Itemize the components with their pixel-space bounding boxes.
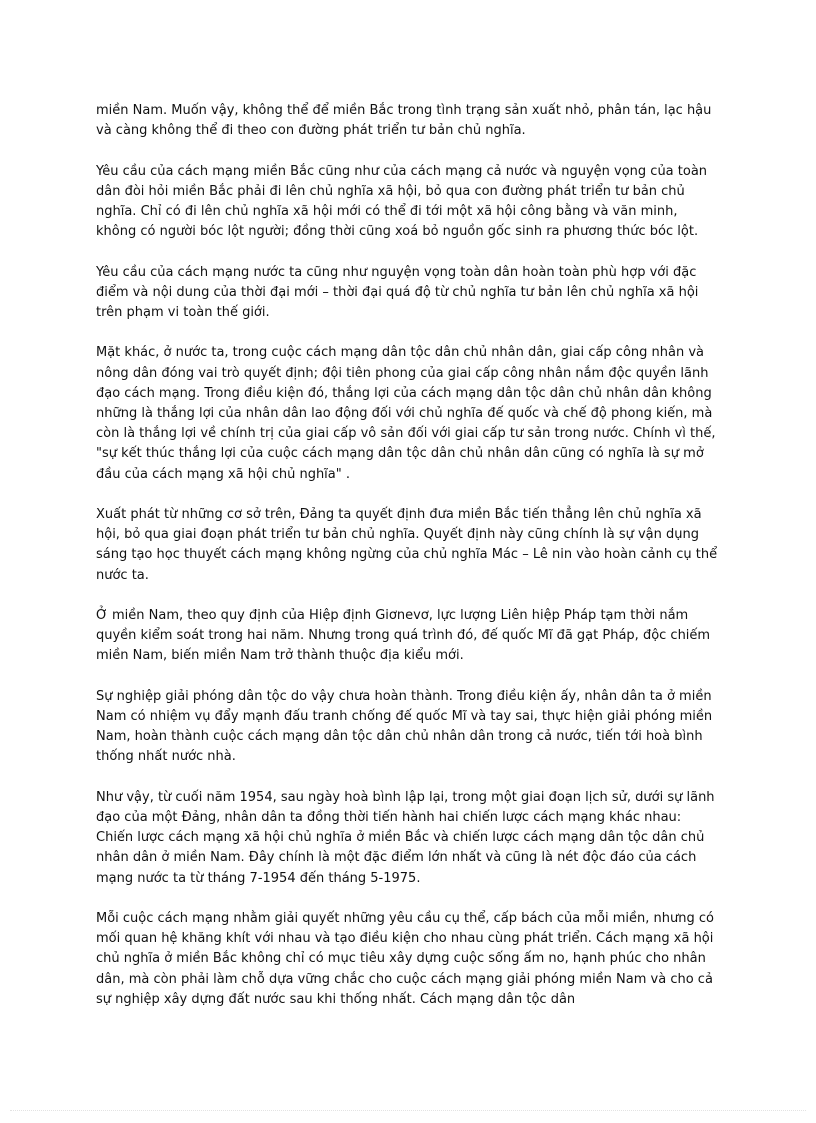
paragraph-5: Xuất phát từ những cơ sở trên, Đảng ta quyết định đưa miền Bắc tiến thẳng lên chủ nghĩa xã hội, bỏ qua giai đoạn phát triển tư bản chủ nghĩa. Quyết định này cũng chính là sự vận dụng sáng tạo học thuyết cách mạng không ngừng của chủ nghĩa Mác – Lê nin vào hoàn cảnh cụ thể nước ta.	[96, 507, 718, 583]
paragraph-1: miền Nam. Muốn vậy, không thể để miền Bắc trong tình trạng sản xuất nhỏ, phân tán, lạc hậu và càng không thể đi theo con đường phát triển tư bản chủ nghĩa.	[96, 103, 712, 139]
page-bottom-divider	[10, 1110, 806, 1111]
paragraph-3: Yêu cầu của cách mạng nước ta cũng như nguyện vọng toàn dân hoàn toàn phù hợp với đặc điểm và nội dung của thời đại mới – thời đại quá độ từ chủ nghĩa tư bản lên chủ nghĩa xã hội trên phạm vi toàn thế giới.	[96, 264, 699, 320]
paragraph-2: Yêu cầu của cách mạng miền Bắc cũng như của cách mạng cả nước và nguyện vọng của toàn dân đòi hỏi miền Bắc phải đi lên chủ nghĩa xã hội, bỏ qua con đường phát triển tư bản chủ nghĩa. Chỉ có đi lên chủ nghĩa xã hội mới có thể đi tới một xã hội công bằng và văn minh, không có người bóc lột người; đồng thời cũng xoá bỏ nguồn gốc sinh ra phương thức bóc lột.	[96, 163, 708, 240]
paragraph-4: Mặt khác, ở nước ta, trong cuộc cách mạng dân tộc dân chủ nhân dân, giai cấp công nhân và nông dân đóng vai trò quyết định; đội tiên phong của giai cấp công nhân nắm độc quyền lãnh đạo cách mạng. Trong điều kiện đó, thắng lợi của cách mạng dân tộc dân chủ nhân dân không những là thắng lợi của nhân dân lao động đối với chủ nghĩa đế quốc và chế độ phong kiến, mà còn là thắng lợi về chính trị của giai cấp vô sản đối với giai cấp tư sản trong nước. Chính vì thế, "sự kết thúc thắng lợi của cuộc cách mạng dân tộc dân chủ nhân dân cũng có nghĩa là sự mở đầu của cách mạng xã hội chủ nghĩa" .	[96, 345, 716, 482]
paragraph-8: Như vậy, từ cuối năm 1954, sau ngày hoà bình lập lại, trong một giai đoạn lịch sử, dưới sự lãnh đạo của một Đảng, nhân dân ta đồng thời tiến hành hai chiến lược cách mạng khác nhau: Chiến lược cách mạng xã hội chủ nghĩa ở miền Bắc và chiến lược cách mạng dân tộc dân chủ nhân dân ở miền Nam. Đây chính là một đặc điểm lớn nhất và cũng là nét độc đáo của cách mạng nước ta từ tháng 7-1954 đến tháng 5-1975.	[96, 789, 715, 886]
paragraph-7: Sự nghiệp giải phóng dân tộc do vậy chưa hoàn thành. Trong điều kiện ấy, nhân dân ta ở miền Nam có nhiệm vụ đẩy mạnh đấu tranh chống đế quốc Mĩ và tay sai, thực hiện giải phóng miền Nam, hoàn thành cuộc cách mạng dân tộc dân chủ nhân dân trong cả nước, tiến tới hoà bình thống nhất nước nhà.	[96, 688, 713, 765]
paragraph-6: Ở miền Nam, theo quy định của Hiệp định Giơnevơ, lực lượng Liên hiệp Pháp tạm thời nắm quyền kiểm soát trong hai năm. Nhưng trong quá trình đó, đế quốc Mĩ đã gạt Pháp, độc chiếm miền Nam, biến miền Nam trở thành thuộc địa kiểu mới.	[96, 608, 711, 664]
paragraph-9: Mỗi cuộc cách mạng nhằm giải quyết những yêu cầu cụ thể, cấp bách của mỗi miền, nhưng có mối quan hệ khăng khít với nhau và tạo điều kiện cho nhau cùng phát triển. Cách mạng xã hội chủ nghĩa ở miền Bắc không chỉ có mục tiêu xây dựng cuộc sống ấm no, hạnh phúc cho nhân dân, mà còn phải làm chỗ dựa vững chắc cho cuộc cách mạng giải phóng miền Nam và cho cả sự nghiệp xây dựng đất nước sau khi thống nhất. Cách mạng dân tộc dân	[96, 911, 714, 1007]
document-body	[96, 101, 720, 1030]
